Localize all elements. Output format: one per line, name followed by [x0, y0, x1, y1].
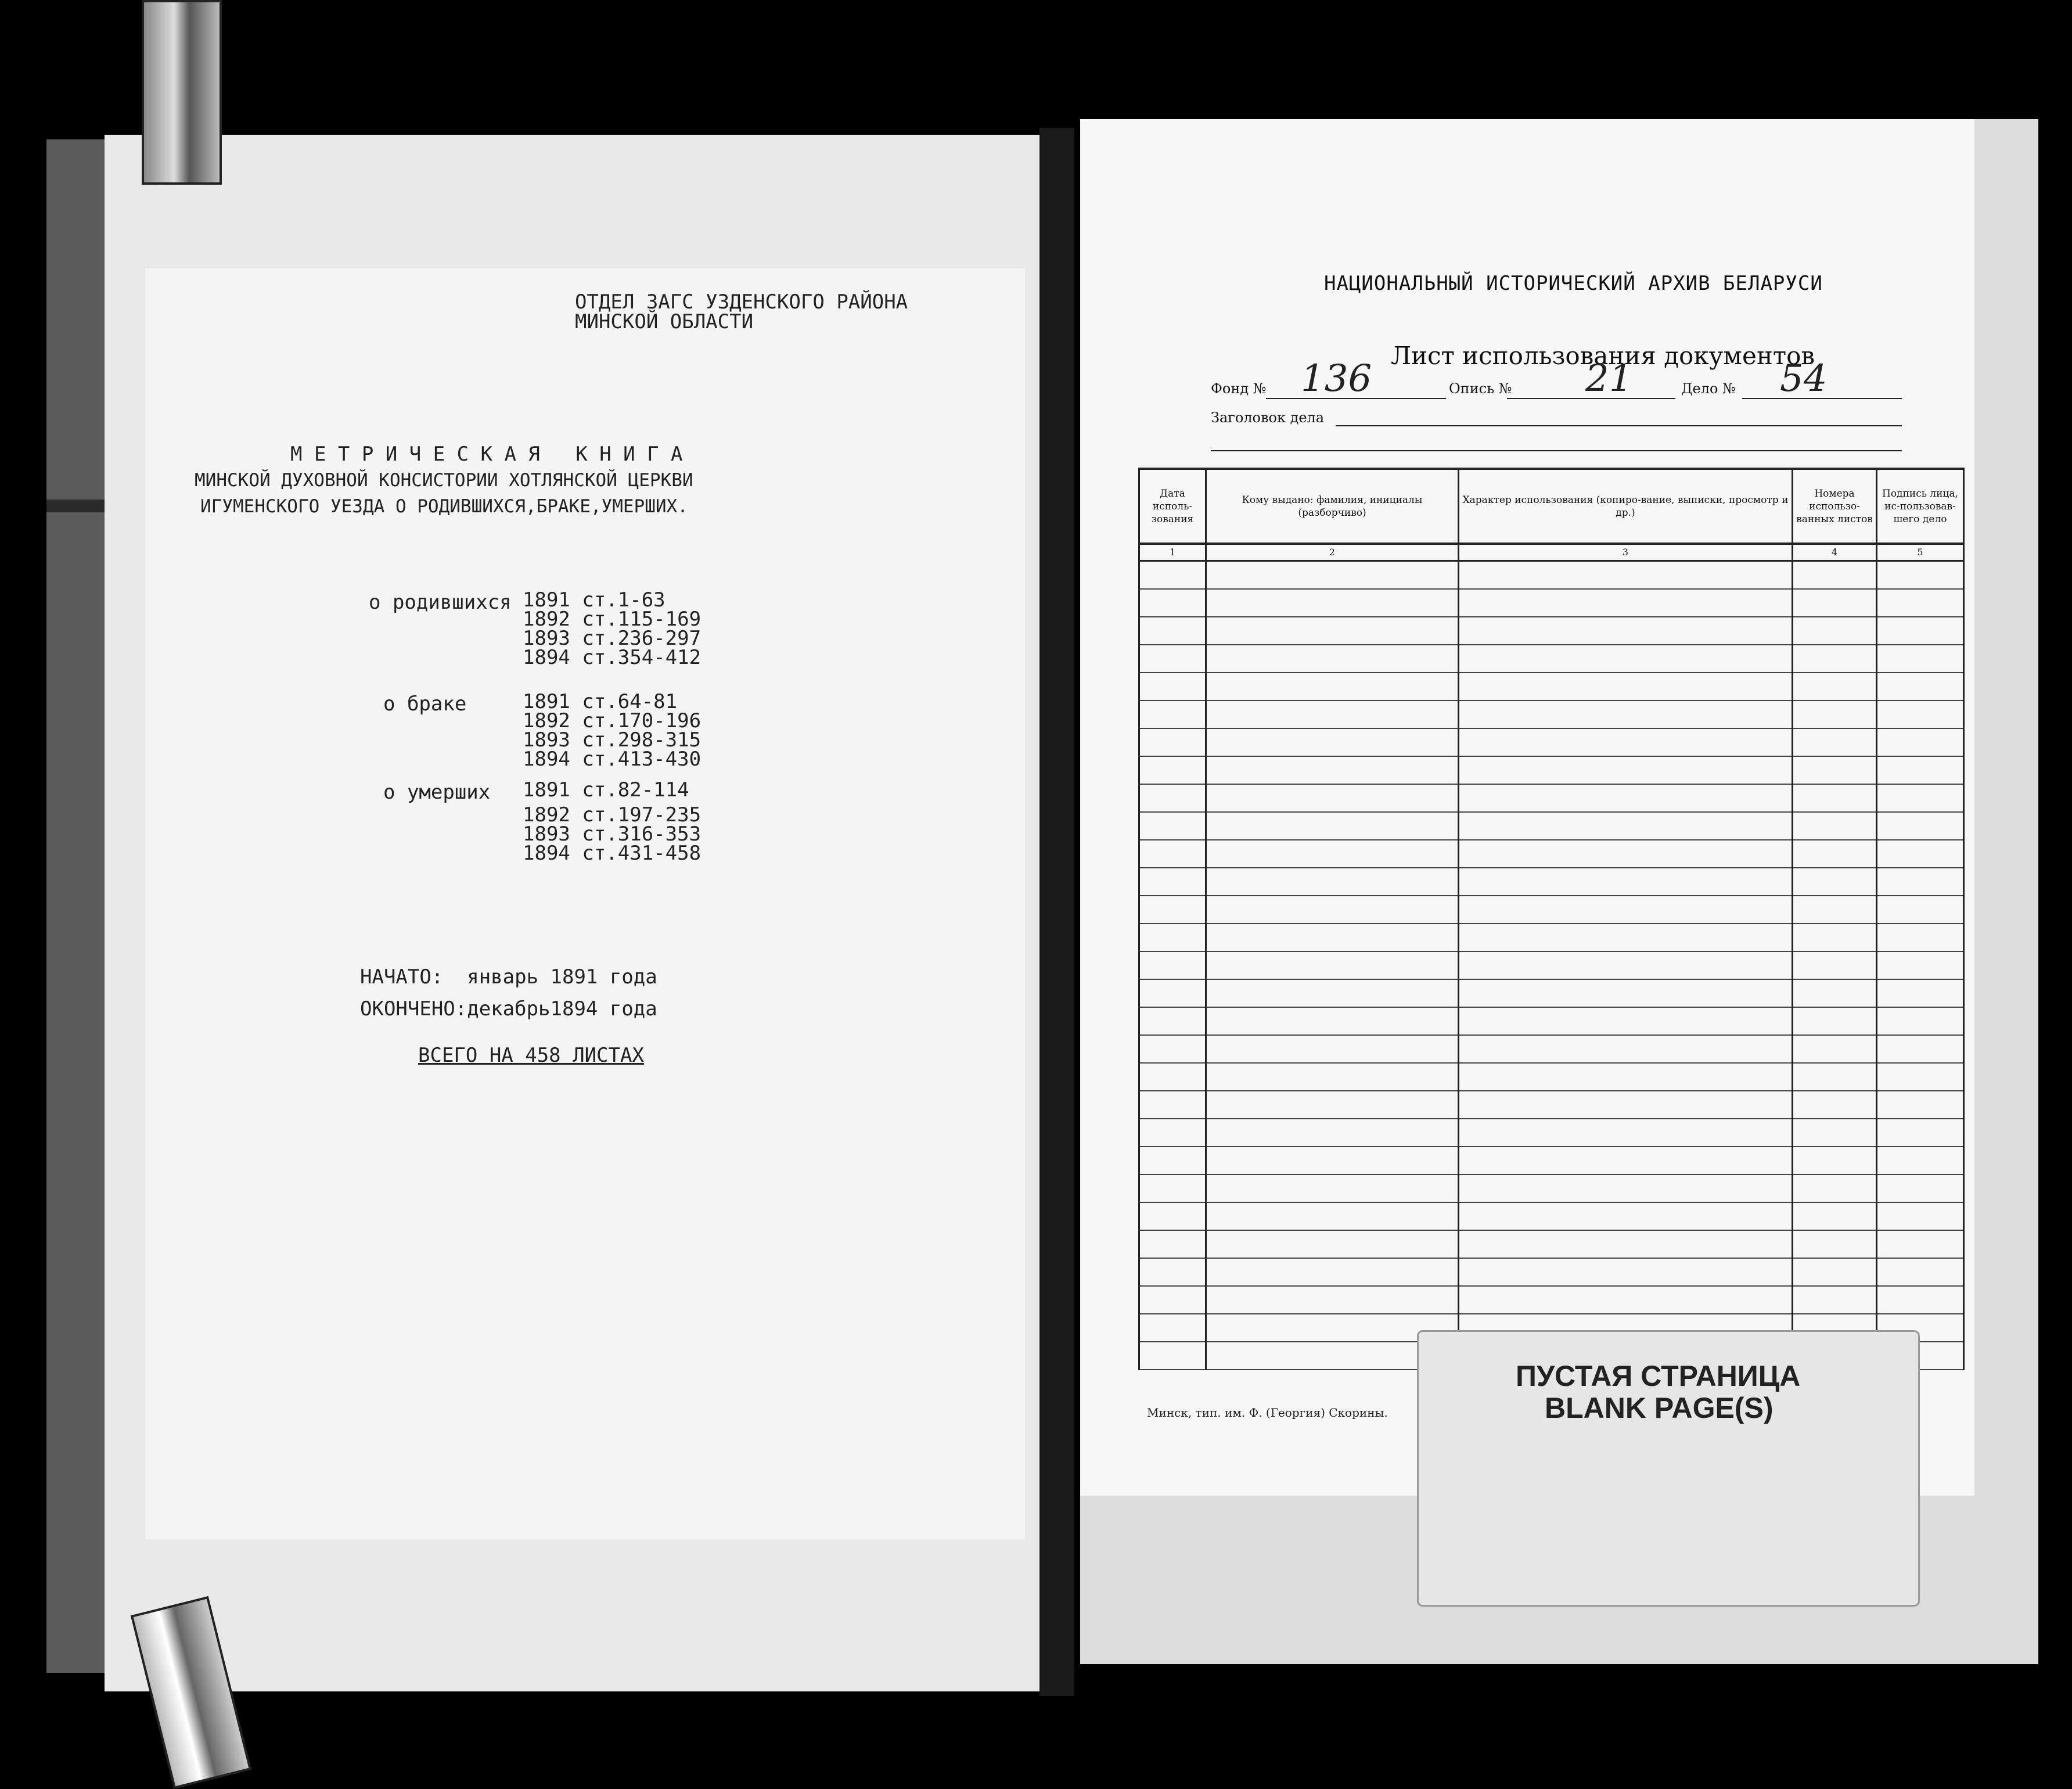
table-cell: [1459, 1035, 1793, 1063]
table-cell: [1206, 589, 1459, 617]
table-cell: [1139, 1342, 1206, 1370]
table-cell: [1877, 896, 1964, 924]
table-cell: [1206, 1202, 1459, 1230]
col-number: 5: [1877, 544, 1964, 561]
table-cell: [1877, 1091, 1964, 1119]
table-cell: [1139, 756, 1206, 784]
section-label-births: о родившихся: [369, 591, 512, 614]
table-cell: [1206, 645, 1459, 673]
table-cell: [1139, 700, 1206, 728]
table-cell: [1793, 645, 1877, 673]
table-cell: [1206, 924, 1459, 951]
table-cell: [1793, 561, 1877, 590]
table-cell: [1793, 979, 1877, 1007]
table-cell: [1459, 1147, 1793, 1174]
table-cell: [1877, 561, 1964, 590]
table-cell: [1139, 840, 1206, 868]
col-header-signature: Подпись лица, ис-пользовав-шего дело: [1877, 469, 1964, 544]
table-row: [1139, 1063, 1964, 1091]
table-cell: [1206, 1258, 1459, 1286]
table-cell: [1459, 812, 1793, 840]
col-number: 4: [1793, 544, 1877, 561]
table-row: [1139, 1147, 1964, 1174]
table-cell: [1793, 673, 1877, 700]
table-cell: [1877, 924, 1964, 951]
table-row: [1139, 840, 1964, 868]
table-cell: [1877, 1286, 1964, 1314]
table-cell: [1793, 868, 1877, 896]
table-cell: [1877, 1258, 1964, 1286]
table-cell: [1139, 561, 1206, 590]
opis-value: 21: [1585, 357, 1633, 400]
table-cell: [1793, 1174, 1877, 1202]
births-1891: 1891 ст.1-63: [523, 588, 666, 612]
table-cell: [1877, 700, 1964, 728]
book-subtitle-1: МИНСКОЙ ДУХОВНОЙ КОНСИСТОРИИ ХОТЛЯНСКОЙ ЦЕРКВИ: [195, 470, 693, 491]
col-number: 3: [1459, 544, 1793, 561]
fond-value: 136: [1301, 357, 1372, 400]
table-row: [1139, 645, 1964, 673]
table-cell: [1139, 1119, 1206, 1147]
table-row: [1139, 700, 1964, 728]
table-cell: [1877, 1230, 1964, 1258]
stamp-text-ru: ПУСТАЯ СТРАНИЦА: [1516, 1360, 1801, 1392]
table-cell: [1206, 868, 1459, 896]
births-1894: 1894 ст.354-412: [523, 646, 702, 669]
table-cell: [1459, 924, 1793, 951]
table-cell: [1139, 951, 1206, 979]
col-header-issued-to: Кому выдано: фамилия, инициалы (разборчиво): [1206, 469, 1459, 544]
table-cell: [1139, 1035, 1206, 1063]
table-cell: [1206, 700, 1459, 728]
table-cell: [1139, 924, 1206, 951]
table-cell: [1139, 728, 1206, 756]
table-cell: [1206, 728, 1459, 756]
table-cell: [1459, 951, 1793, 979]
table-row: [1139, 561, 1964, 590]
table-cell: [1793, 924, 1877, 951]
table-cell: [1206, 617, 1459, 645]
table-cell: [1877, 1007, 1964, 1035]
table-row: [1139, 868, 1964, 896]
book-title: М Е Т Р И Ч Е С К А Я К Н И Г А: [290, 443, 683, 466]
table-cell: [1459, 896, 1793, 924]
table-cell: [1793, 840, 1877, 868]
table-cell: [1793, 728, 1877, 756]
table-cell: [1139, 1314, 1206, 1342]
table-cell: [1206, 784, 1459, 812]
table-cell: [1877, 1202, 1964, 1230]
table-row: [1139, 1258, 1964, 1286]
deaths-1891: 1891 ст.82-114: [523, 778, 689, 802]
finished-date: ОКОНЧЕНО:декабрь1894 года: [360, 997, 657, 1021]
table-row: [1139, 784, 1964, 812]
table-cell: [1793, 1035, 1877, 1063]
section-label-deaths: о умерших: [383, 781, 491, 804]
table-cell: [1877, 1119, 1964, 1147]
table-cell: [1139, 1258, 1206, 1286]
table-cell: [1206, 1035, 1459, 1063]
table-cell: [1206, 1063, 1459, 1091]
table-cell: [1206, 951, 1459, 979]
delo-label: Дело №: [1681, 380, 1736, 397]
table-cell: [1139, 868, 1206, 896]
table-cell: [1206, 1174, 1459, 1202]
table-cell: [1877, 617, 1964, 645]
fond-label: Фонд №: [1211, 380, 1267, 397]
col-number: 1: [1139, 544, 1206, 561]
table-row: [1139, 924, 1964, 951]
table-cell: [1459, 1007, 1793, 1035]
table-cell: [1877, 951, 1964, 979]
usage-table-body: [1139, 561, 1964, 1370]
table-cell: [1877, 979, 1964, 1007]
delo-value: 54: [1780, 357, 1828, 400]
table-cell: [1206, 1119, 1459, 1147]
department-line-2: МИНСКОЙ ОБЛАСТИ: [575, 310, 754, 333]
table-cell: [1139, 589, 1206, 617]
table-row: [1139, 1174, 1964, 1202]
table-cell: [1139, 1091, 1206, 1119]
table-cell: [1459, 1174, 1793, 1202]
zagolovok-label: Заголовок дела: [1211, 409, 1325, 426]
table-cell: [1877, 784, 1964, 812]
table-cell: [1139, 812, 1206, 840]
table-row: [1139, 728, 1964, 756]
table-cell: [1459, 1258, 1793, 1286]
table-cell: [1793, 1286, 1877, 1314]
table-cell: [1793, 1230, 1877, 1258]
table-cell: [1793, 1063, 1877, 1091]
table-cell: [1206, 1091, 1459, 1119]
marriage-1893: 1893 ст.298-315: [523, 728, 702, 752]
table-row: [1139, 673, 1964, 700]
table-cell: [1139, 673, 1206, 700]
table-cell: [1206, 840, 1459, 868]
table-row: [1139, 1119, 1964, 1147]
table-cell: [1139, 979, 1206, 1007]
col-number: 2: [1206, 544, 1459, 561]
table-cell: [1139, 617, 1206, 645]
table-cell: [1793, 589, 1877, 617]
table-cell: [1206, 979, 1459, 1007]
table-cell: [1206, 1147, 1459, 1174]
table-cell: [1877, 1174, 1964, 1202]
table-row: [1139, 1007, 1964, 1035]
table-cell: [1139, 1230, 1206, 1258]
table-cell: [1877, 645, 1964, 673]
table-cell: [1877, 589, 1964, 617]
table-row: [1139, 1286, 1964, 1314]
table-cell: [1459, 1063, 1793, 1091]
table-cell: [1459, 700, 1793, 728]
sheet-title: Лист использования документов: [1391, 342, 1815, 370]
table-cell: [1206, 1286, 1459, 1314]
col-header-date: Дата исполь-зования: [1139, 469, 1206, 544]
table-cell: [1877, 812, 1964, 840]
table-cell: [1206, 1007, 1459, 1035]
deaths-1894: 1894 ст.431-458: [523, 842, 702, 865]
table-row: [1139, 812, 1964, 840]
table-row: [1139, 756, 1964, 784]
table-row: [1139, 1230, 1964, 1258]
table-row: [1139, 979, 1964, 1007]
table-cell: [1459, 1230, 1793, 1258]
births-1892: 1892 ст.115-169: [523, 608, 702, 631]
table-cell: [1793, 1007, 1877, 1035]
table-cell: [1139, 1007, 1206, 1035]
table-cell: [1206, 673, 1459, 700]
table-cell: [1877, 756, 1964, 784]
left-page: [145, 268, 1025, 1539]
col-header-usage-type: Характер использования (копиро-вание, выписки, просмотр и др.): [1459, 469, 1793, 544]
table-cell: [1139, 1147, 1206, 1174]
table-row: [1139, 589, 1964, 617]
marriage-1892: 1892 ст.170-196: [523, 709, 702, 732]
zagolovok-underline-2: [1211, 450, 1902, 451]
table-cell: [1459, 1091, 1793, 1119]
table-cell: [1793, 1258, 1877, 1286]
total-sheets: ВСЕГО НА 458 ЛИСТАХ: [418, 1044, 644, 1067]
table-row: [1139, 896, 1964, 924]
table-cell: [1793, 951, 1877, 979]
table-row: [1139, 1091, 1964, 1119]
table-cell: [1459, 1202, 1793, 1230]
table-cell: [1793, 700, 1877, 728]
table-cell: [1877, 840, 1964, 868]
table-cell: [1206, 896, 1459, 924]
binder-clip-top: [142, 0, 222, 185]
table-cell: [1793, 1202, 1877, 1230]
table-cell: [1206, 812, 1459, 840]
usage-table: [1138, 468, 1965, 1370]
table-cell: [1139, 784, 1206, 812]
book-spine: [1039, 128, 1074, 1696]
table-cell: [1793, 756, 1877, 784]
table-cell: [1877, 1147, 1964, 1174]
table-cell: [1139, 1174, 1206, 1202]
table-cell: [1793, 784, 1877, 812]
table-cell: [1459, 1119, 1793, 1147]
table-cell: [1459, 868, 1793, 896]
table-cell: [1793, 1119, 1877, 1147]
archive-name: НАЦИОНАЛЬНЫЙ ИСТОРИЧЕСКИЙ АРХИВ БЕЛАРУСИ: [1324, 272, 1823, 295]
table-cell: [1877, 1035, 1964, 1063]
started-date: НАЧАТО: январь 1891 года: [360, 965, 657, 989]
book-subtitle-2: ИГУМЕНСКОГО УЕЗДА О РОДИВШИХСЯ,БРАКЕ,УМЕРШИХ.: [200, 496, 688, 517]
table-row: [1139, 617, 1964, 645]
table-cell: [1139, 645, 1206, 673]
table-cell: [1459, 617, 1793, 645]
table-cell: [1459, 784, 1793, 812]
table-cell: [1793, 1091, 1877, 1119]
table-cell: [1139, 896, 1206, 924]
table-cell: [1206, 1230, 1459, 1258]
table-cell: [1459, 589, 1793, 617]
marriage-1894: 1894 ст.413-430: [523, 748, 702, 771]
table-cell: [1877, 1063, 1964, 1091]
deaths-1892: 1892 ст.197-235: [523, 803, 702, 827]
table-cell: [1459, 979, 1793, 1007]
section-label-marriage: о браке: [383, 692, 467, 716]
table-cell: [1459, 561, 1793, 590]
table-cell: [1877, 728, 1964, 756]
table-row: [1139, 1035, 1964, 1063]
table-cell: [1793, 896, 1877, 924]
marriage-1891: 1891 ст.64-81: [523, 690, 678, 713]
table-cell: [1459, 756, 1793, 784]
births-1893: 1893 ст.236-297: [523, 627, 702, 650]
table-row: [1139, 1202, 1964, 1230]
opis-label: Опись №: [1449, 380, 1512, 397]
department-line-1: ОТДЕЛ ЗАГС УЗДЕНСКОГО РАЙОНА: [575, 290, 908, 314]
table-cell: [1459, 840, 1793, 868]
col-header-sheet-numbers: Номера использо-ванных листов: [1793, 469, 1877, 544]
table-cell: [1206, 561, 1459, 590]
table-cell: [1877, 868, 1964, 896]
zagolovok-underline-1: [1336, 425, 1902, 426]
table-cell: [1459, 645, 1793, 673]
table-cell: [1793, 617, 1877, 645]
table-cell: [1793, 812, 1877, 840]
stamp-text-en: BLANK PAGE(S): [1545, 1392, 1774, 1424]
table-cell: [1206, 756, 1459, 784]
table-row: [1139, 951, 1964, 979]
table-cell: [1139, 1202, 1206, 1230]
table-cell: [1793, 1147, 1877, 1174]
printer-imprint: Минск, тип. им. Ф. (Георгия) Скорины.: [1147, 1406, 1388, 1420]
table-cell: [1877, 673, 1964, 700]
table-cell: [1459, 1286, 1793, 1314]
deaths-1893: 1893 ст.316-353: [523, 822, 702, 846]
table-cell: [1459, 673, 1793, 700]
table-cell: [1139, 1063, 1206, 1091]
table-cell: [1139, 1286, 1206, 1314]
table-cell: [1459, 728, 1793, 756]
